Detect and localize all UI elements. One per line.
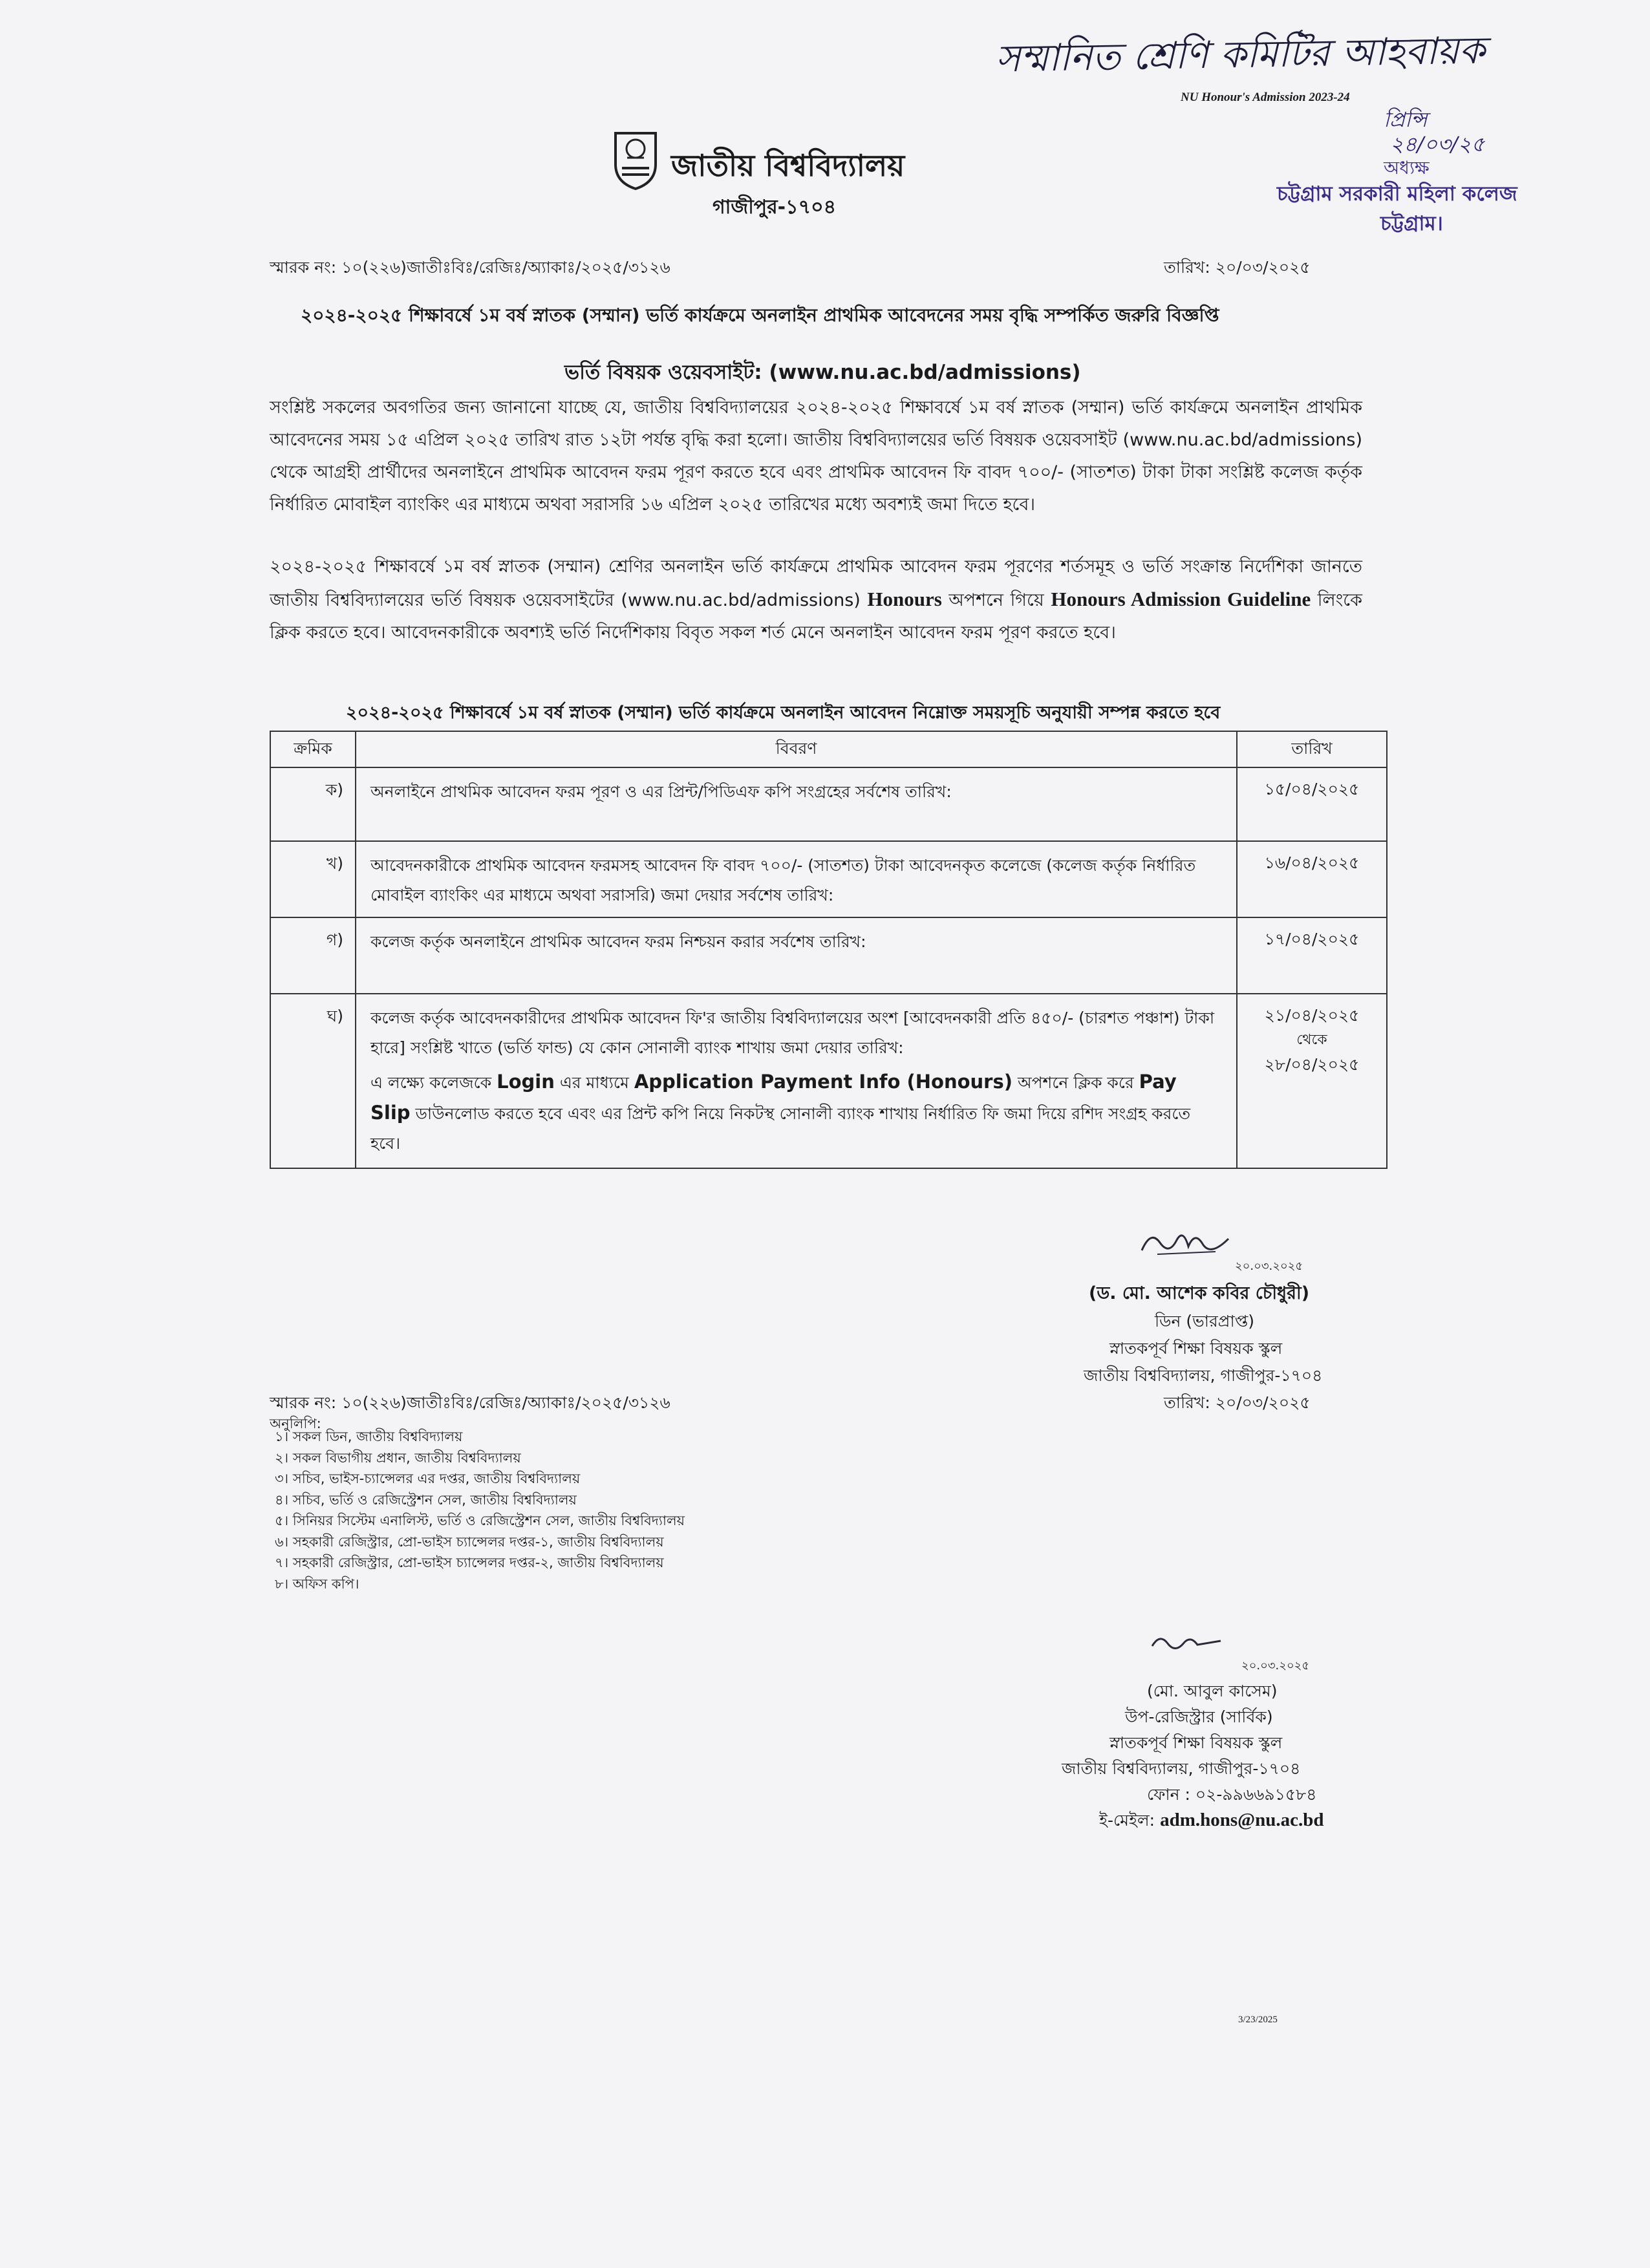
list-item: ১। সকল ডিন, জাতীয় বিশ্ববিদ্যালয় — [275, 1429, 463, 1444]
university-logo — [613, 129, 658, 190]
signatory-2-phone: ফোন : ০২-৯৯৬৬৯১৫৮৪ — [1147, 1785, 1317, 1804]
memo-ref: স্মারক নং: ১০(২২৬)জাতীঃবিঃ/রেজিঃ/অ্যাকাঃ/২০২৫/৩১২৬ — [270, 258, 670, 277]
handwritten-note: সম্মানিত শ্রেণি কমিটির আহবায়ক — [995, 28, 1486, 81]
memo-date: তারিখ: ২০/০৩/২০২৫ — [1164, 258, 1311, 277]
copies-list — [275, 1426, 685, 1594]
schedule-caption: ২০২৪-২০২৫ শিক্ষাবর্ষে ১ম বর্ষ স্নাতক (সম্মান) ভর্তি কার্যক্রমে অনলাইন আবেদন নিম্নোক্ত সময়সূচি অনুযায়ী সম্পন্ন করতে হবে — [346, 703, 1221, 723]
signatory-1-school: স্নাতকপূর্ব শিক্ষা বিষয়ক স্কুল — [1109, 1339, 1283, 1358]
date-start: ২১/০৪/২০২৫ — [1264, 1006, 1360, 1025]
paragraph-2-part-c: অপশনে গিয়ে — [948, 590, 1044, 610]
note-a: এ লক্ষ্যে কলেজকে — [370, 1073, 492, 1092]
date-end: ২৮/০৪/২০২৫ — [1264, 1055, 1360, 1074]
signature-1 — [1138, 1225, 1235, 1266]
row-description: আবেদনকারীকে প্রাথমিক আবেদন ফরমসহ আবেদন ফি বাবদ ৭০০/- (সাতশত) টাকা আবেদনকৃত কলেজে (কলেজ কর্তৃক নির্ধারিত মোবাইল ব্যাংকিং এর মাধ্যমে অথবা সরাসরি) জমা দেয়ার সর্বশেষ তারিখ: — [356, 841, 1237, 917]
note-login: Login — [497, 1071, 555, 1093]
email-address: adm.hons@nu.ac.bd — [1160, 1810, 1324, 1830]
row-date: ১৫/০৪/২০২৫ — [1237, 767, 1387, 841]
signature-2 — [1150, 1629, 1227, 1662]
note-g: ডাউনলোড করতে হবে এবং এর প্রিন্ট কপি নিয়ে নিকটস্থ সোনালী ব্যাংক শাখায় নির্ধারিত ফি জমা দিয়ে রশিদ সংগ্রহ করতে হবে। — [370, 1104, 1191, 1153]
principal-title: অধ্যক্ষ — [1384, 157, 1430, 178]
city-stamp: চট্টগ্রাম। — [1380, 212, 1443, 235]
list-item: ৫। সিনিয়র সিস্টেম এনালিস্ট, ভর্তি ও রেজিস্ট্রেশন সেল, জাতীয় বিশ্ববিদ্যালয় — [275, 1513, 685, 1528]
paragraph-2-part-a: ২০২৪-২০২৫ শিক্ষাবর্ষে ১ম বর্ষ স্নাতক (সম্মান) শ্রেণির অনলাইন ভর্তি কার্যক্রমে প্রাথমিক আবেদন ফরম পূরণের শর্তসমূহ ও ভর্তি সংক্রান্ত নির্দেশিকা জানতে জাতীয় বিশ্ববিদ্যালয়ের ভর্তি বিষয়ক ওয়েবসাইটের (www.nu.ac.bd/admissions) — [270, 557, 1362, 610]
notice-title: ২০২৪-২০২৫ শিক্ষাবর্ষে ১ম বর্ষ স্নাতক (সম্মান) ভর্তি কার্যক্রমে অনলাইন প্রাথমিক আবেদনের সময় বৃদ্ধি সম্পর্কিত জরুরি বিজ্ঞপ্তি — [301, 305, 1219, 326]
header-date: তারিখ — [1237, 731, 1387, 767]
paragraph-2 — [270, 551, 1362, 649]
memo2-date: তারিখ: ২০/০৩/২০২৫ — [1164, 1393, 1311, 1412]
university-name: জাতীয় বিশ্ববিদ্যালয় — [671, 148, 905, 183]
row-description — [356, 994, 1237, 1168]
row-date — [1237, 994, 1387, 1168]
row-serial: গ) — [270, 917, 356, 994]
signatory-2-role: উপ-রেজিস্ট্রার (সার্বিক) — [1125, 1707, 1273, 1726]
table-row — [270, 917, 1387, 994]
note-pay-slip: Pay Slip — [370, 1071, 1177, 1124]
list-item: ৩। সচিব, ভাইস-চ্যান্সেলর এর দপ্তর, জাতীয় বিশ্ববিদ্যালয় — [275, 1471, 581, 1486]
row-description: কলেজ কর্তৃক অনলাইনে প্রাথমিক আবেদন ফরম নিশ্চয়ন করার সর্বশেষ তারিখ: — [356, 917, 1237, 994]
signatory-1-name: (ড. মো. আশেক কবির চৌধুরী) — [1089, 1283, 1310, 1303]
paragraph-1: সংশ্লিষ্ট সকলের অবগতির জন্য জানানো যাচ্ছে যে, জাতীয় বিশ্ববিদ্যালয়ের ২০২৪-২০২৫ শিক্ষাবর্ষে ১ম বর্ষ স্নাতক (সম্মান) ভর্তি কার্যক্রমে অনলাইন প্রাথমিক আবেদনের সময় ১৫ এপ্রিল ২০২৫ তারিখ রাত ১২টা পর্যন্ত বৃদ্ধি করা হলো। জাতীয় বিশ্ববিদ্যালয়ের ভর্তি বিষয়ক ওয়েবসাইট (www.nu.ac.bd/admissions) থেকে আগ্রহী প্রার্থীদের অনলাইনে প্রাথমিক আবেদন ফরম পূরণ করতে হবে এবং প্রাথমিক আবেদন ফি বাবদ ৭০০/- (সাতশত) টাকা টাকা সংশ্লিষ্ট কলেজ কর্তৃক নির্ধারিত মোবাইল ব্যাংকিং এর মাধ্যমে অথবা সরাসরি ১৬ এপ্রিল ২০২৫ তারিখের মধ্যে অবশ্যই জমা দিতে হবে। — [270, 398, 1363, 515]
principal-date: ২৪/০৩/২৫ — [1390, 132, 1485, 156]
signatory-1-org: জাতীয় বিশ্ববিদ্যালয়, গাজীপুর-১৭০৪ — [1084, 1366, 1323, 1385]
header-tag: NU Honour's Admission 2023-24 — [1181, 91, 1350, 104]
table-header-row — [270, 731, 1387, 767]
header-serial: ক্রমিক — [270, 731, 356, 767]
header-description: বিবরণ — [356, 731, 1237, 767]
schedule-table — [270, 731, 1388, 1169]
row-serial: খ) — [270, 841, 356, 917]
honours-option: Honours — [867, 588, 942, 610]
print-date: 3/23/2025 — [1238, 2015, 1278, 2025]
table-row — [270, 767, 1387, 841]
list-item: ৮। অফিস কপি। — [275, 1576, 359, 1592]
guideline-link-name: Honours Admission Guideline — [1051, 588, 1311, 610]
row-description: অনলাইনে প্রাথমিক আবেদন ফরম পূরণ ও এর প্রিন্ট/পিডিএফ কপি সংগ্রহের সর্বশেষ তারিখ: — [356, 767, 1237, 841]
university-address: গাজীপুর-১৭০৪ — [712, 196, 837, 219]
row-note — [370, 1067, 1222, 1159]
table-row — [270, 994, 1387, 1168]
date-from: থেকে — [1296, 1032, 1327, 1048]
row-description-text: কলেজ কর্তৃক আবেদনকারীদের প্রাথমিক আবেদন ফি'র জাতীয় বিশ্ববিদ্যালয়ের অংশ [আবেদনকারী প্রতি ৪৫০/- (চারশত পঞ্চাশ) টাকা হারে] সংশ্লিষ্ট খাতে (ভর্তি ফান্ড) যে কোন সোনালী ব্যাংক শাখায় জমা দেয়ার তারিখ: — [370, 1009, 1215, 1057]
paragraph-2-part-e: লিংকে ক্লিক করতে হবে। আবেদনকারীকে অবশ্যই ভর্তি নির্দেশিকায় বিবৃত সকল শর্ত মেনে অনলাইন আবেদন ফরম পূরণ করতে হবে। — [270, 590, 1362, 643]
signatory-2-email — [1099, 1808, 1324, 1835]
table-row — [270, 841, 1387, 917]
row-serial: ঘ) — [270, 994, 356, 1168]
note-e: অপশনে ক্লিক করে — [1017, 1073, 1134, 1092]
signature-2-date: ২০.০৩.২০২৫ — [1241, 1659, 1310, 1673]
signatory-2-name: (মো. আবুল কাসেম) — [1147, 1682, 1278, 1700]
note-c: এর মাধ্যমে — [559, 1073, 629, 1092]
email-label: ই-মেইল: — [1099, 1811, 1155, 1830]
note-payment-info: Application Payment Info (Honours) — [634, 1071, 1012, 1093]
row-serial: ক) — [270, 767, 356, 841]
website-line: ভর্তি বিষয়ক ওয়েবসাইট: (www.nu.ac.bd/admissions) — [564, 361, 1081, 384]
signature-1-date: ২০.০৩.২০২৫ — [1235, 1259, 1303, 1273]
row-date: ১৭/০৪/২০২৫ — [1237, 917, 1387, 994]
copies-label: অনুলিপি: — [270, 1416, 321, 1431]
list-item: ২। সকল বিভাগীয় প্রধান, জাতীয় বিশ্ববিদ্যালয় — [275, 1450, 521, 1466]
list-item: ৭। সহকারী রেজিস্ট্রার, প্রো-ভাইস চ্যান্সেলর দপ্তর-২, জাতীয় বিশ্ববিদ্যালয় — [275, 1555, 664, 1570]
memo2-ref: স্মারক নং: ১০(২২৬)জাতীঃবিঃ/রেজিঃ/অ্যাকাঃ/২০২৫/৩১২৬ — [270, 1393, 670, 1412]
row-date: ১৬/০৪/২০২৫ — [1237, 841, 1387, 917]
signatory-2-org: জাতীয় বিশ্ববিদ্যালয়, গাজীপুর-১৭০৪ — [1062, 1759, 1301, 1778]
signatory-2-school: স্নাতকপূর্ব শিক্ষা বিষয়ক স্কুল — [1109, 1733, 1283, 1752]
list-item: ৪। সচিব, ভর্তি ও রেজিস্ট্রেশন সেল, জাতীয় বিশ্ববিদ্যালয় — [275, 1492, 577, 1508]
signatory-1-role: ডিন (ভারপ্রাপ্ত) — [1155, 1312, 1255, 1331]
college-stamp: চট্টগ্রাম সরকারী মহিলা কলেজ — [1277, 182, 1517, 206]
principal-initial: প্রিন্সি — [1384, 107, 1428, 132]
list-item: ৬। সহকারী রেজিস্ট্রার, প্রো-ভাইস চ্যান্সেলর দপ্তর-১, জাতীয় বিশ্ববিদ্যালয় — [275, 1534, 664, 1550]
